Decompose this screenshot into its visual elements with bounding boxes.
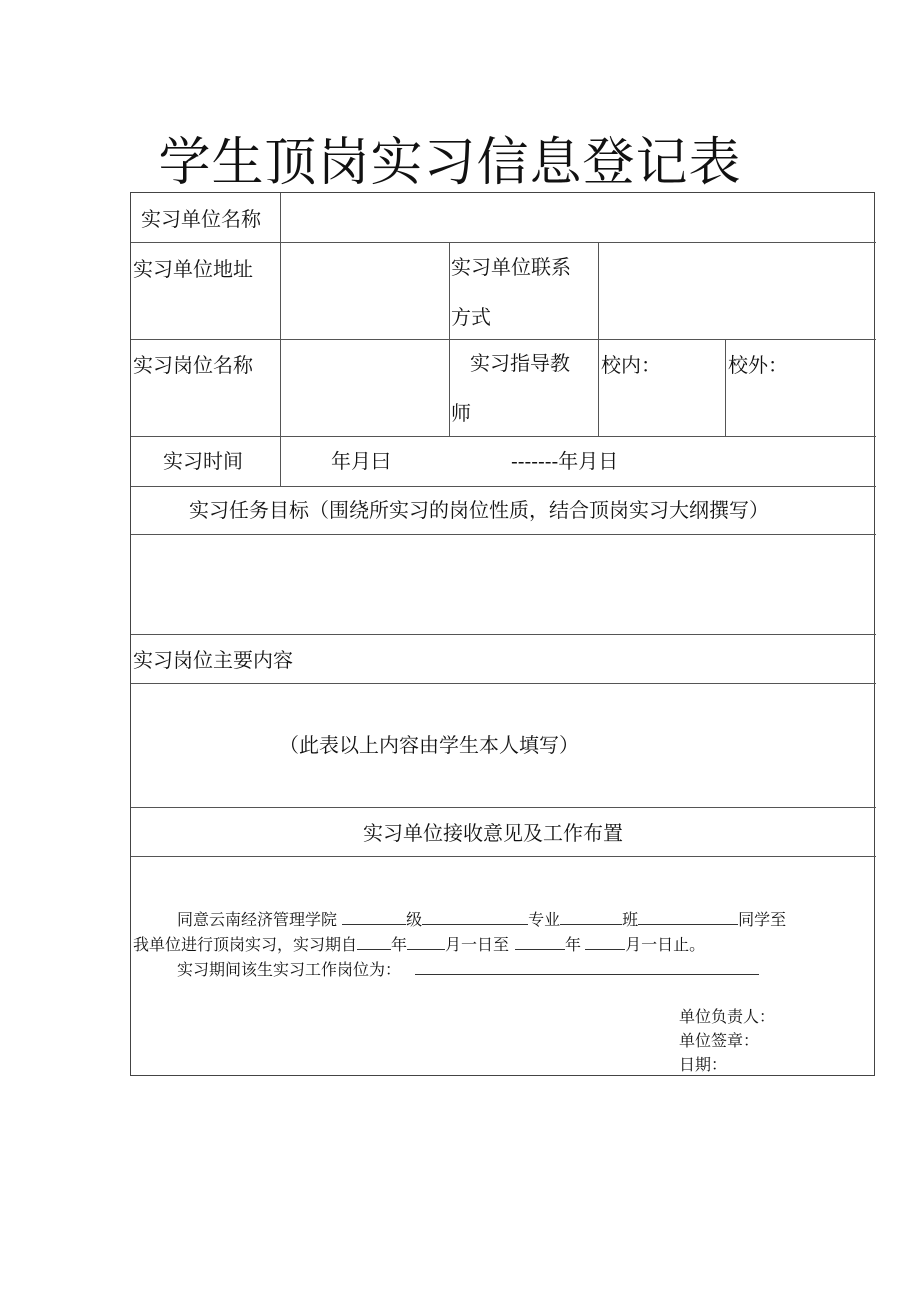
- column-divider: [725, 339, 726, 436]
- end-year-word: 年: [565, 935, 582, 954]
- period-label: 实习时间: [163, 449, 243, 473]
- end-year-blank[interactable]: [515, 935, 565, 950]
- task-goal-field[interactable]: [131, 535, 876, 634]
- post-content-label: 实习岗位主要内容: [133, 648, 293, 672]
- row-divider: [131, 436, 876, 437]
- unit-seal-label: 单位签章：: [679, 1031, 760, 1050]
- major-blank[interactable]: [422, 910, 528, 925]
- start-year-word: 年: [391, 935, 408, 954]
- post-assignment-lead: 实习期间该生实习工作岗位为：: [177, 960, 402, 979]
- row-divider: [131, 856, 876, 857]
- post-name-label: 实习岗位名称: [133, 353, 253, 377]
- period-end[interactable]: -------年月日: [511, 449, 619, 473]
- student-word: 同学至: [738, 910, 787, 929]
- student-blank[interactable]: [638, 910, 738, 925]
- unit-address-label: 实习单位地址: [133, 257, 253, 281]
- start-month-day-word: 月一日至: [445, 935, 510, 954]
- unit-address-field[interactable]: [281, 243, 449, 339]
- post-assignment-blank[interactable]: [415, 960, 759, 975]
- page-title: 学生顶岗实习信息登记表: [158, 133, 742, 193]
- date-label: 日期：: [679, 1055, 728, 1074]
- class-word: 班: [622, 910, 639, 929]
- end-month-blank[interactable]: [585, 935, 625, 950]
- unit-contact-label-line1: 实习单位联系: [451, 255, 571, 279]
- row-divider: [131, 339, 876, 340]
- unit-contact-field[interactable]: [599, 243, 876, 339]
- unit-name-field[interactable]: [281, 193, 876, 242]
- grade-blank[interactable]: [342, 910, 406, 925]
- major-word: 专业: [528, 910, 561, 929]
- agreement-period-lead: 我单位进行顶岗实习，实习期自: [133, 935, 358, 954]
- row-divider: [131, 807, 876, 808]
- post-name-field[interactable]: [281, 340, 449, 436]
- agreement-line-2: [133, 935, 705, 953]
- start-year-blank[interactable]: [357, 935, 391, 950]
- advisor-label-line1: 实习指导教: [470, 351, 570, 375]
- row-divider: [131, 634, 876, 635]
- agreement-line-3: [177, 960, 759, 978]
- start-month-blank[interactable]: [407, 935, 445, 950]
- class-blank[interactable]: [560, 910, 622, 925]
- period-start[interactable]: 年月曰: [331, 449, 391, 473]
- unit-head-label: 单位负责人：: [679, 1007, 776, 1026]
- unit-opinion-label: 实习单位接收意见及工作布置: [363, 821, 623, 845]
- task-goal-label: 实习任务目标（围绕所实习的岗位性质，结合顶岗实习大纲撰写）: [189, 498, 769, 522]
- row-divider: [131, 486, 876, 487]
- agreement-line-1: [177, 910, 786, 928]
- column-divider: [449, 242, 450, 436]
- external-advisor-label[interactable]: 校外：: [728, 353, 788, 377]
- unit-name-label: 实习单位名称: [141, 207, 261, 231]
- grade-word: 级: [406, 910, 423, 929]
- agreement-lead: 同意云南经济管理学院: [177, 910, 338, 929]
- school-advisor-label[interactable]: 校内：: [601, 353, 661, 377]
- advisor-label-line2: 师: [451, 401, 471, 425]
- student-fill-note: （此表以上内容由学生本人填写）: [279, 733, 579, 757]
- registration-form: [130, 192, 875, 1076]
- unit-contact-label-line2: 方式: [451, 305, 491, 329]
- end-month-day-word: 月一日止。: [625, 935, 706, 954]
